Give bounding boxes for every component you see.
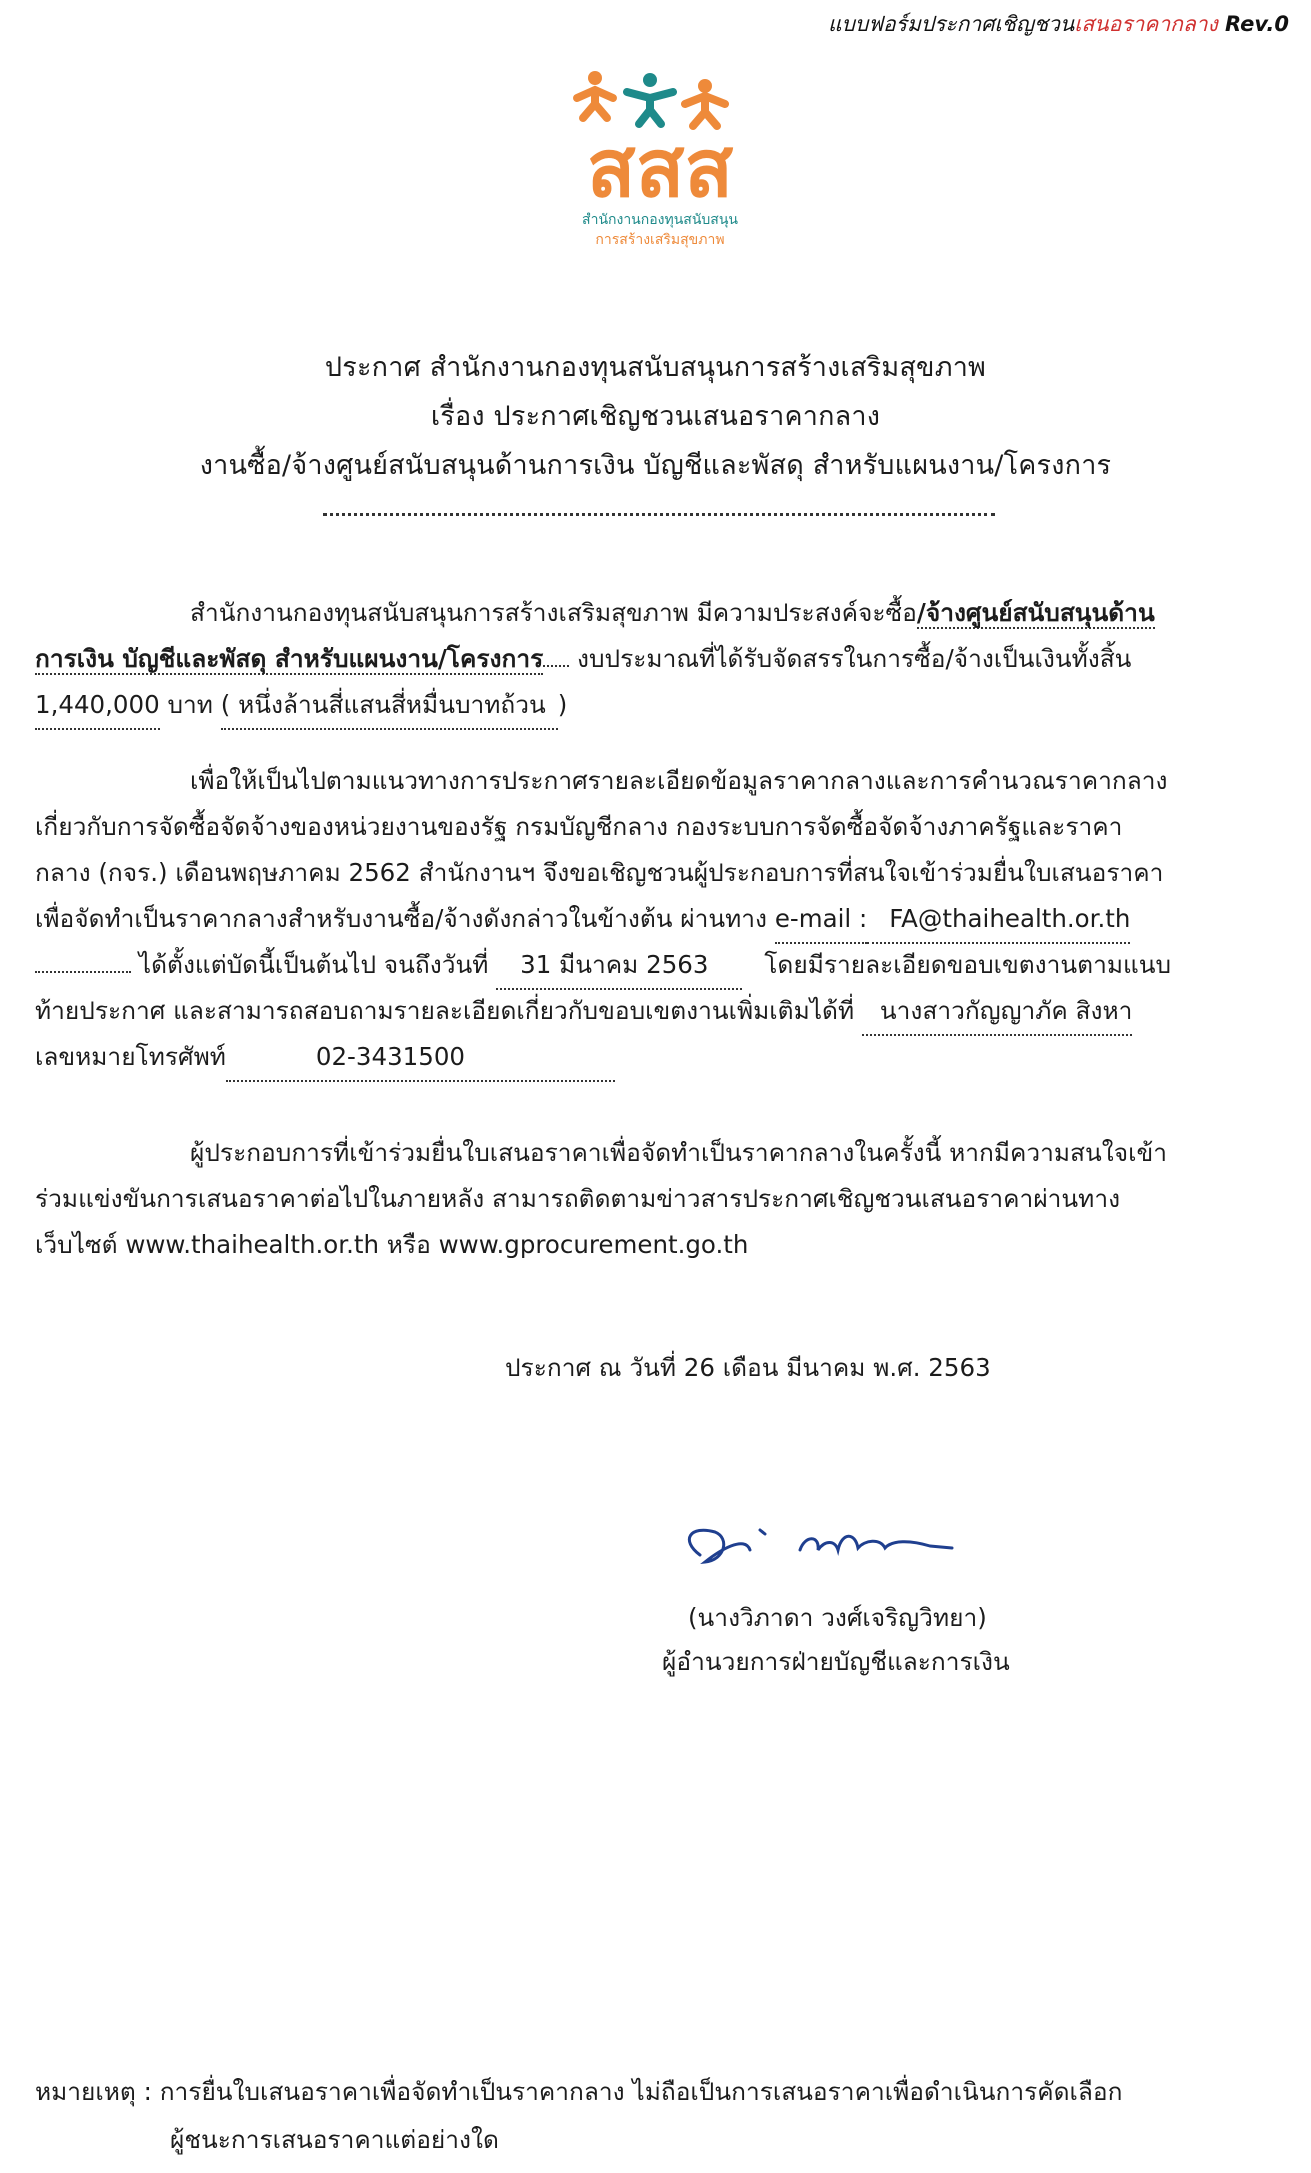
header-line-3: งานซื้อ/จ้างศูนย์สนับสนุนด้านการเงิน บัญชีและพัสดุ สำหรับแผนงาน/โครงการ (199, 450, 1112, 481)
form-tag-rev: Rev.0 (1217, 12, 1289, 36)
para2-line-6 (35, 988, 1132, 1036)
para2-channel-text: เพื่อจัดทำเป็นราคากลางสำหรับงานซื้อ/จ้างดังกล่าวในข้างต้น ผ่านทาง (35, 904, 768, 933)
form-tag-prefix: แบบฟอร์มประกาศเชิญชวน (827, 12, 1075, 36)
budget-amount: 1,440,000 (35, 682, 160, 730)
budget-unit: บาท (167, 690, 213, 719)
note-line-1: การยื่นใบเสนอราคาเพื่อจัดทำเป็นราคากลาง ไม่ถือเป็นการเสนอราคาเพื่อดำเนินการคัดเลือก (159, 2077, 1123, 2106)
paragraph-1 (35, 590, 1287, 740)
para2-line-4 (35, 896, 1130, 944)
note-label: หมายเหตุ : (35, 2077, 152, 2106)
contact-email: FA@thaihealth.or.th (867, 896, 1130, 944)
para1-line-2 (35, 636, 1131, 682)
para1-project-name: /จ้างศูนย์สนับสนุนด้าน (916, 598, 1155, 627)
para2-scope-text: โดยมีรายละเอียดขอบเขตงานตามแนบ (764, 950, 1172, 979)
header-dotted-separator (323, 505, 995, 516)
deadline-date: 31 มีนาคม 2563 (496, 942, 742, 990)
email-label: e-mail : (775, 896, 867, 944)
para3-line-1: ผู้ประกอบการที่เข้าร่วมยื่นใบเสนอราคาเพื่อจัดทำเป็นราคากลางในครั้งนี้ หากมีความสนใจเข้า (190, 1138, 1167, 1167)
para3-line-3: เว็บไซต์ www.thaihealth.or.th หรือ www.gprocurement.go.th (35, 1230, 749, 1259)
para2-line-1: เพื่อให้เป็นไปตามแนวทางการประกาศรายละเอียดข้อมูลราคากลางและการคำนวณราคากลาง (190, 766, 1168, 795)
logo-figures (577, 71, 725, 126)
logo-caption-2: การสร้างเสริมสุขภาพ (595, 232, 725, 248)
para2-line-3: กลาง (กจร.) เดือนพฤษภาคม 2562 สำนักงานฯ จึงขอเชิญชวนผู้ประกอบการที่สนใจเข้าร่วมยื่นใบเสนอราคา (35, 858, 1164, 887)
signature (670, 1510, 970, 1580)
budget-amount-text: ( หนึ่งล้านสี่แสนสี่หมื่นบาทถ้วน (221, 682, 558, 730)
para2-line-2: เกี่ยวกับการจัดซื้อจัดจ้างของหน่วยงานของรัฐ กรมบัญชีกลาง กองระบบการจัดซื้อจัดจ้างภาครัฐและราคา (35, 812, 1123, 841)
para3-line-2: ร่วมแข่งขันการเสนอราคาต่อไปในภายหลัง สามารถติดตามข่าวสารประกาศเชิญชวนเสนอราคาผ่านทาง (35, 1184, 1121, 1213)
para2-line-7 (35, 1034, 615, 1082)
header-line-1: ประกาศ สำนักงานกองทุนสนับสนุนการสร้างเสริมสุขภาพ (324, 352, 987, 383)
logo-text: สสส (586, 122, 734, 215)
para1-line-3 (35, 682, 567, 730)
para2-line-5 (35, 942, 1171, 990)
para1-budget-text: งบประมาณที่ได้รับจัดสรรในการซื้อ/จ้างเป็นเงินทั้งสิ้น (577, 644, 1132, 673)
signer-name: (นางวิภาดา วงศ์เจริญวิทยา) (688, 1603, 987, 1632)
paragraph-3 (35, 1130, 1287, 1280)
paragraph-2 (35, 758, 1287, 1098)
form-tag (828, 8, 1289, 41)
contact-name: นางสาวกัญญาภัค สิงหา (862, 988, 1132, 1036)
para1-line-1 (190, 590, 1155, 636)
para1-project-name-cont: การเงิน บัญชีและพัสดุ สำหรับแผนงาน/โครงการ (35, 644, 544, 673)
budget-close: ) (557, 690, 568, 719)
form-tag-highlight: เสนอราคากลาง (1074, 12, 1218, 36)
phone-label: เลขหมายโทรศัพท์ (35, 1042, 226, 1071)
note (35, 2072, 1122, 2111)
signer-position: ผู้อำนวยการฝ่ายบัญชีและการเงิน (662, 1647, 1010, 1676)
thaihealth-logo (555, 68, 765, 254)
header-line-2: เรื่อง ประกาศเชิญชวนเสนอราคากลาง (430, 401, 881, 432)
announce-date: ประกาศ ณ วันที่ 26 เดือน มีนาคม พ.ศ. 2563 (505, 1353, 991, 1382)
para2-contact-text: ท้ายประกาศ และสามารถสอบถามรายละเอียดเกี่ยวกับขอบเขตงานเพิ่มเติมได้ที่ (35, 996, 855, 1025)
contact-phone: 02-3431500 (226, 1034, 615, 1082)
para1-text: สำนักงานกองทุนสนับสนุนการสร้างเสริมสุขภาพ มีความประสงค์จะซื้อ (190, 598, 917, 627)
note-line-2: ผู้ชนะการเสนอราคาแต่อย่างใด (170, 2125, 499, 2154)
para2-deadline-text: ได้ตั้งแต่บัดนี้เป็นต้นไป จนถึงวันที่ (138, 950, 489, 979)
logo-caption-1: สำนักงานกองทุนสนับสนุน (582, 212, 738, 228)
